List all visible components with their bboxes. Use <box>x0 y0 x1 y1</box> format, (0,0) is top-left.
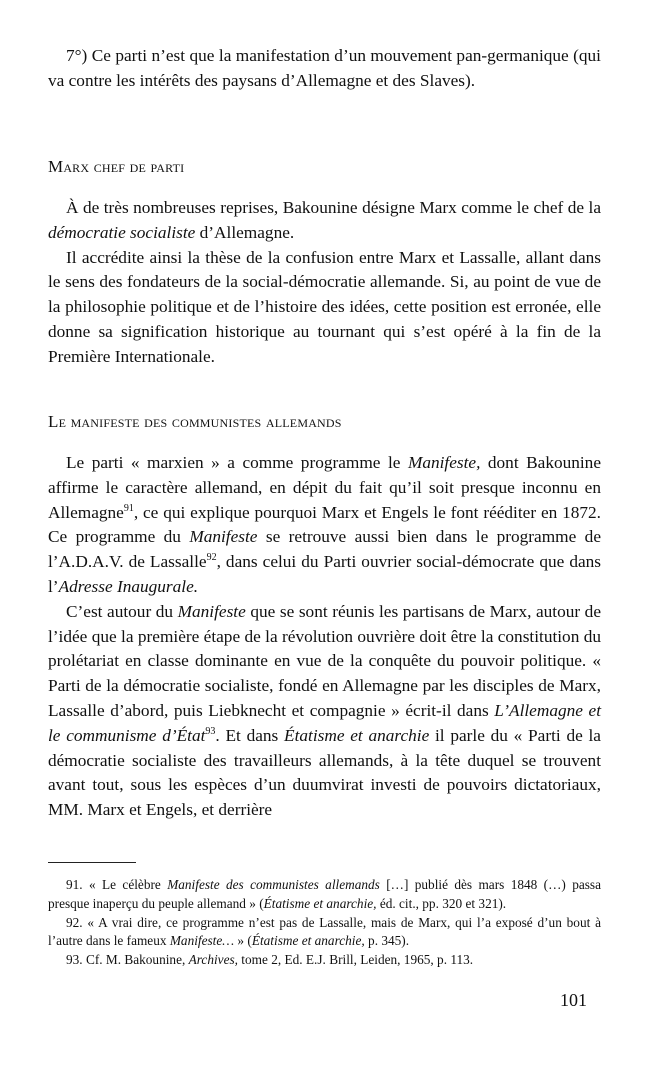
section-heading: Le manifeste des communistes allemands <box>48 412 342 431</box>
text-run: tome 2, Ed. E.J. Brill, Leiden, 1965, p. 113. <box>237 952 474 968</box>
text-run: , dans celui du Parti ouvrier social-démocrate que dans l’ <box>48 552 601 596</box>
paragraph-text <box>48 600 601 823</box>
paragraph-text <box>48 196 601 246</box>
section-marx-chef <box>48 196 601 370</box>
italic-run: Manifeste, <box>407 453 481 472</box>
italic-run: Archives, <box>188 952 238 968</box>
text-run: Le parti « marxien » a comme programme le <box>66 453 408 472</box>
footnote-ref-92[interactable]: 92 <box>206 552 217 564</box>
text-run: il parle du « Parti de la démocratie socialiste des travailleurs allemands, à la tête duquel se trouvent avant tout, sous les espèces d’un duumvirat investi de pouvoirs dictatoriaux, MM. Marx et Engels, et derrière <box>48 725 601 820</box>
footnotes <box>48 876 601 970</box>
footnote-92 <box>48 914 601 952</box>
text-run: p. 345). <box>364 933 410 949</box>
italic-run: Étatisme et anarchie, <box>251 933 365 949</box>
text-run: que se sont réunis les partisans de Marx, autour de l’idée que la première étape de la révolution ouvrière doit être la constitution du prolétariat en classe dominante en vue de la conquête du pouvoir politique. « Parti de la démocratie socialiste, fondé en Allemagne par les disciples de Marx, Lassalle d’abord, puis Liebknecht et compagnie » écrit-il dans <box>48 601 601 720</box>
footnote-91 <box>48 876 601 914</box>
text-run: Il accrédite ainsi la thèse de la confusion entre Marx et Lassalle, allant dans le sens des fondateurs de la social-démocratie allemande. Si, au point de vue de la philosophie politique et de l’histoire des idées, cette position est erronée, elle donne sa signification historique au tournant qui s’est opéré à la fin de la Première Internationale. <box>48 247 601 366</box>
italic-run: Adresse Inaugurale. <box>58 576 199 596</box>
italic-run: Manifeste <box>189 527 258 547</box>
text-run: C’est autour du <box>66 601 178 621</box>
text-run: À de très nombreuses reprises, Bakounine désigne Marx comme le chef de la <box>66 198 601 217</box>
footnote-ref-91[interactable]: 91 <box>123 502 134 514</box>
footnote-divider <box>48 862 136 863</box>
text-run: , ce qui explique pourquoi Marx et Engels le font rééditer en 1872. Ce programme du <box>48 502 601 547</box>
italic-run: Manifeste des communistes allemands <box>167 877 380 892</box>
text-run: d’Allemagne. <box>195 222 295 242</box>
italic-run: Étatisme et anarchie <box>284 725 430 745</box>
section-heading: Marx chef de parti <box>48 157 185 176</box>
paragraph-text <box>48 44 601 94</box>
paragraph-text <box>48 451 601 600</box>
text-run: dont Bakounine affirme le caractère allemand, en dépit du fait qu’il soit presque inconnu en Allemagne <box>48 453 601 522</box>
footnote-93 <box>48 951 601 970</box>
italic-run: Manifeste… <box>169 933 235 949</box>
footnote-ref-93[interactable]: 93 <box>205 725 216 737</box>
text-run: » ( <box>234 933 252 949</box>
page-number: 101 <box>560 990 587 1010</box>
paragraph-pangermanism <box>48 44 601 94</box>
text-run: 93. Cf. M. Bakounine, <box>66 952 189 968</box>
section-manifeste <box>48 451 601 823</box>
italic-run: démocratie socialiste <box>48 222 196 242</box>
text-run: éd. cit., pp. 320 et 321). <box>376 895 507 911</box>
text-run: […] publié dès mars 1848 (…) passa presque inaperçu du peuple allemand » ( <box>48 877 601 911</box>
italic-run: L’Allemagne et le communisme d’État <box>48 700 601 745</box>
text-run: 92. « A vrai dire, ce programme n’est pas de Lassalle, mais de Marx, qui l’a exposé d’un bout à l’autre dans le fameux <box>48 914 601 949</box>
text-run: se retrouve aussi bien dans le programme de l’A.D.A.V. de Lassalle <box>48 527 601 572</box>
paragraph-text <box>48 246 601 370</box>
text-run: . Et dans <box>215 725 285 745</box>
text-run: 7°) Ce parti n’est que la manifestation d’un mouvement pan-germanique (qui va contre les intérêts des paysans d’Allemagne et des Slaves). <box>48 46 601 90</box>
section-heading-marx-chef <box>48 157 601 177</box>
italic-run: Manifeste <box>177 601 246 621</box>
italic-run: Étatisme et anarchie, <box>263 895 377 911</box>
section-heading-manifeste <box>48 412 601 432</box>
text-run: 91. « Le célèbre <box>66 877 168 892</box>
